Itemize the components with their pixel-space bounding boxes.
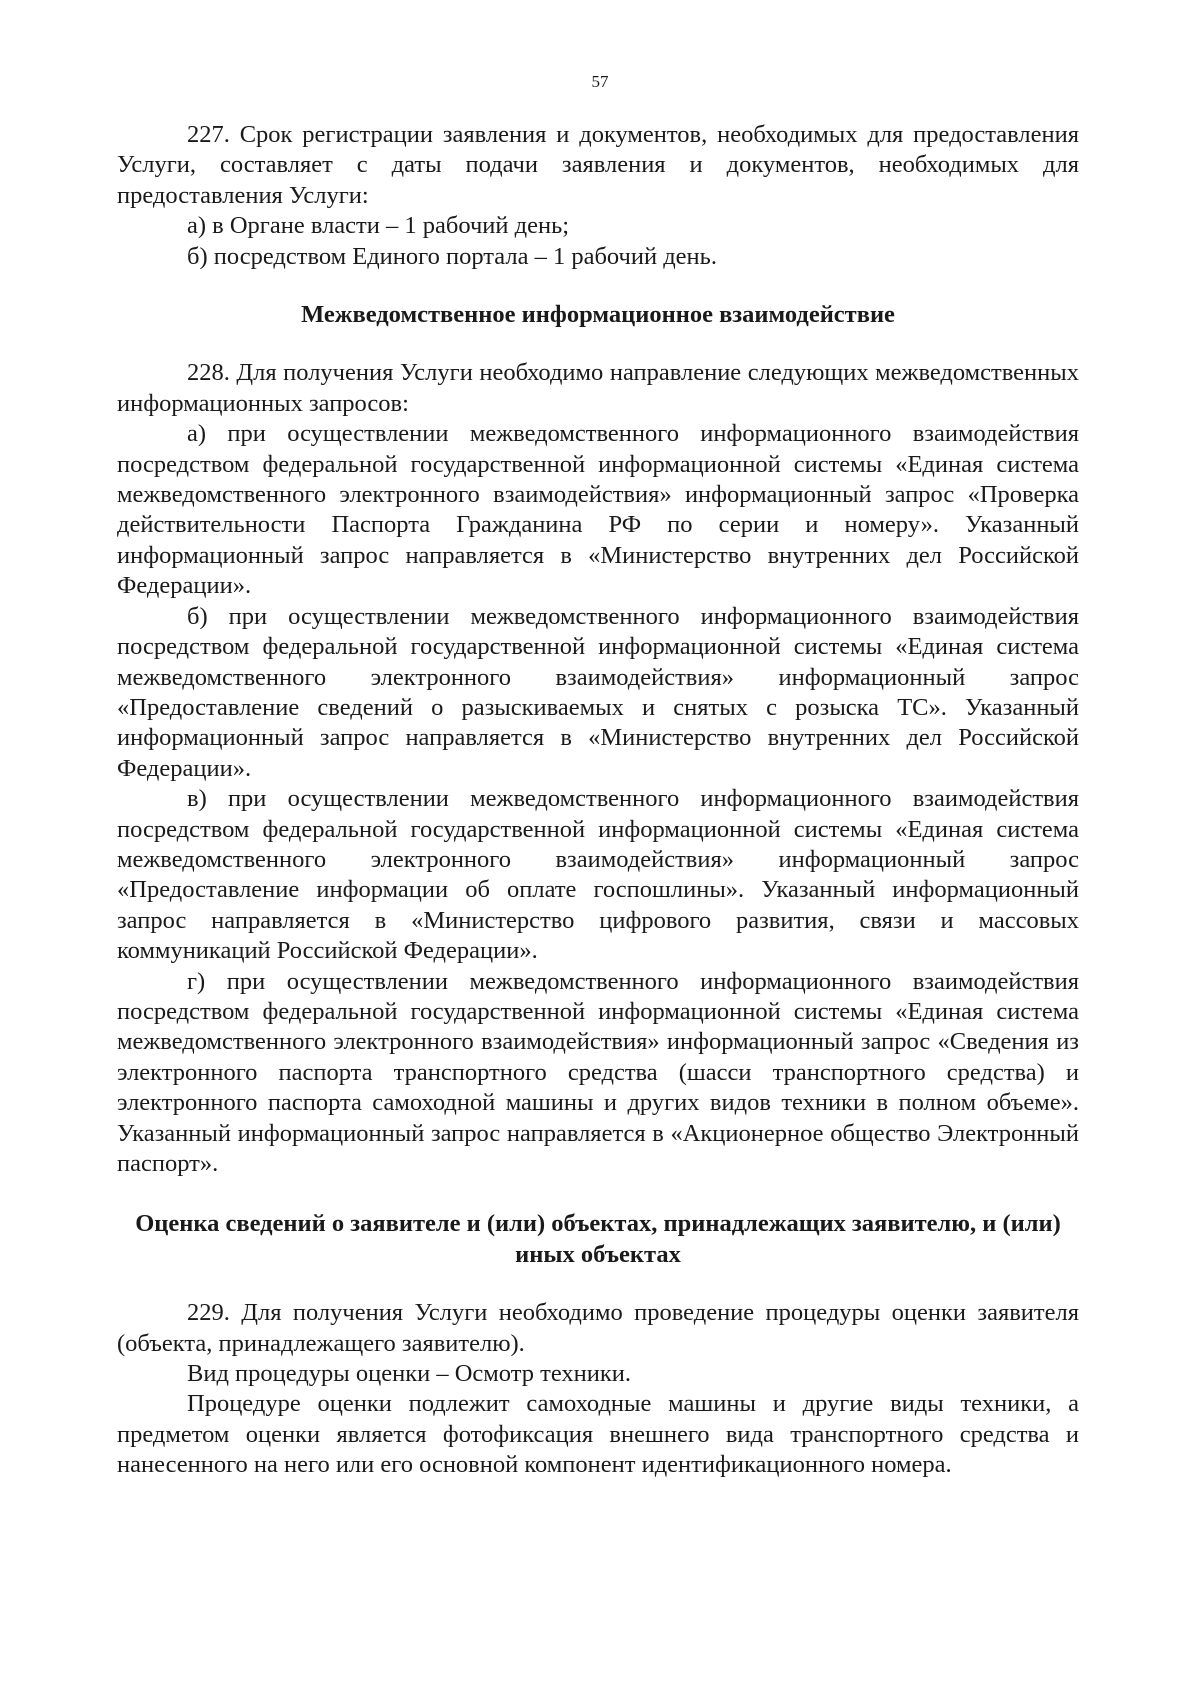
document-body: [117, 120, 1079, 1481]
section-227-item-b: б) посредством Единого портала – 1 рабочий день.: [187, 242, 717, 270]
section-227-item-a: а) в Органе власти – 1 рабочий день;: [187, 212, 570, 240]
page-number: 57: [591, 72, 609, 91]
section-227-paragraph: 227. Срок регистрации заявления и документов, необходимых для предоставления Услуги, составляет с даты подачи заявления и документов, необходимых для предоставления Услуги:: [117, 121, 1079, 209]
section-228-paragraph: 228. Для получения Услуги необходимо направление следующих межведомственных информационных запросов:: [117, 359, 1079, 417]
section-228-item-b: б) при осуществлении межведомственного информационного взаимодействия посредством федеральной государственной информационной системы «Единая система межведомственного электронного взаимодействия» информационный запрос «Предоставление сведений о разыскиваемых и снятых с розыска ТС». Указанный информационный запрос направляется в «Министерство внутренних дел Российской Федерации».: [117, 602, 1079, 782]
section-228-item-g: г) при осуществлении межведомственного информационного взаимодействия посредством федеральной государственной информационной системы «Единая система межведомственного электронного взаимодействия» информационный запрос «Сведения из электронного паспорта транспортного средства (шасси транспортного средства) и электронного паспорта самоходной машины и других видов техники в полном объеме». Указанный информационный запрос направляется в «Акционерное общество Электронный паспорт».: [117, 967, 1079, 1177]
heading-interagency-interaction: Межведомственное информационное взаимодействие: [301, 301, 895, 329]
section-229-procedure-subject: Процедуре оценки подлежит самоходные машины и другие виды техники, а предметом оценки является фотофиксация внешнего вида транспортного средства и нанесенного на него или его основной компонент идентификационного номера.: [117, 1390, 1079, 1479]
section-229-paragraph: 229. Для получения Услуги необходимо проведение процедуры оценки заявителя (объекта, принадлежащего заявителю).: [117, 1299, 1079, 1357]
section-228-item-a: а) при осуществлении межведомственного информационного взаимодействия посредством федеральной государственной информационной системы «Единая система межведомственного электронного взаимодействия» информационный запрос «Проверка действительности Паспорта Гражданина РФ по серии и номеру». Указанный информационный запрос направляется в «Министерство внутренних дел Российской Федерации».: [117, 420, 1079, 600]
heading-applicant-assessment: Оценка сведений о заявителе и (или) объектах, принадлежащих заявителю, и (или) иных объектах: [135, 1210, 1061, 1268]
section-229-procedure-type: Вид процедуры оценки – Осмотр техники.: [187, 1360, 631, 1388]
section-228-item-v: в) при осуществлении межведомственного информационного взаимодействия посредством федеральной государственной информационной системы «Единая система межведомственного электронного взаимодействия» информационный запрос «Предоставление информации об оплате госпошлины». Указанный информационный запрос направляется в «Министерство цифрового развития, связи и массовых коммуникаций Российской Федерации».: [117, 785, 1079, 965]
